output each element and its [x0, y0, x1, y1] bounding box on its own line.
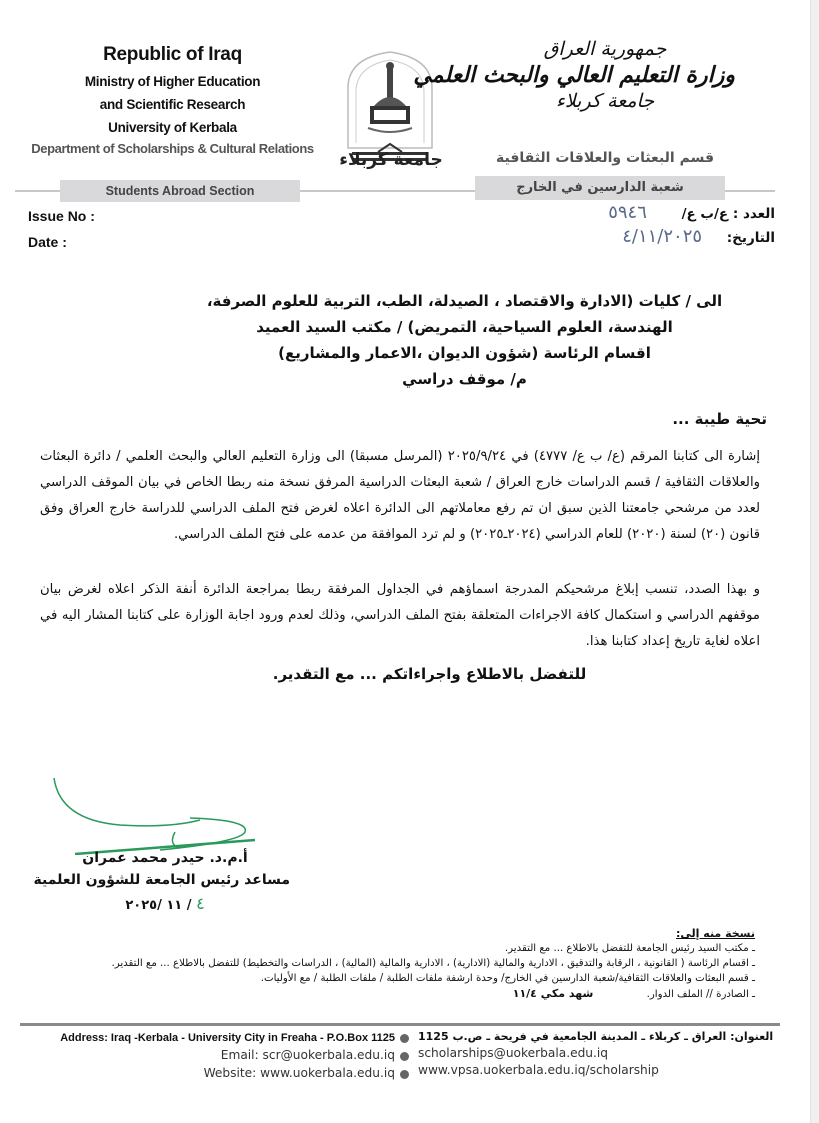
footer-email-en[interactable]: Email: scr@uokerbala.edu.iq	[220, 1048, 395, 1062]
university-name-ar: جامعة كربلاء	[555, 90, 655, 112]
footer-english	[60, 1032, 395, 1080]
arabic-letterhead	[413, 38, 735, 112]
copies-item: ـ اقسام الرئاسة ( القانونية ، الرقابة والتدقيق ، الادارية والمالية (الادارية) ، الادارية والمالية (المالية) ، الدراسات والتخطيط) للتفضل بالاطلاع ... مع التقدير.	[111, 958, 755, 969]
date-label-en: Date :	[28, 234, 67, 250]
footer-website-en[interactable]: Website: www.uokerbala.edu.iq	[203, 1066, 395, 1080]
department-name-en: Department of Scholarships & Cultural Relations	[31, 141, 314, 156]
bullet-icon	[400, 1052, 409, 1061]
typist-initials: شهد مكي ١١/٤	[512, 987, 594, 1000]
signature-date	[40, 894, 290, 913]
date-value: ٤/١١/٢٠٢٥	[622, 226, 703, 247]
subject-line: م/ موقف دراسي	[402, 370, 527, 388]
logo-caption: جامعة كربلاء	[339, 150, 443, 170]
ministry-name-ar: وزارة التعليم العالي والبحث العلمي	[413, 62, 735, 88]
addressee-line3: اقسام الرئاسة (شؤون الديوان ،الاعمار والمشاريع)	[278, 344, 651, 362]
signatory-block	[33, 850, 290, 913]
body-paragraph-2: و بهذا الصدد، تنسب إبلاغ مرشحيكم المدرجة اسماؤهم في الجداول المرفقة ربطا بمراجعة الدائرة أنفة الذكر اعلاه لغرض بيان موقفهم الدراسي و استكمال كافة الاجراءات المتعلقة بفتح الملف الدراسي، وذلك لعدم ورود اجابة الوزارة على كتابنا المشار اليه في اعلاه لغاية تاريخ إعداد كتابنا هذا.	[40, 582, 760, 649]
issue-number-ar	[608, 202, 775, 223]
section-band-en: Students Abroad Section	[60, 180, 300, 202]
university-name-en: University of Kerbala	[108, 120, 237, 135]
handwritten-signature	[40, 770, 260, 855]
country-name-ar: جمهورية العراق	[543, 38, 667, 60]
signature-date-day: ٤	[196, 894, 205, 913]
english-letterhead	[20, 40, 325, 156]
page-edge	[810, 0, 819, 1123]
footer-email-2[interactable]: scholarships@uokerbala.edu.iq	[418, 1046, 609, 1060]
bullet-icon	[400, 1034, 409, 1043]
copies-item-last	[111, 986, 755, 1002]
copies-item: ـ الصادرة // الملف الدوار.	[646, 989, 755, 1000]
ministry-line2-en: and Scientific Research	[99, 97, 246, 112]
section-band-ar: شعبة الدارسين في الخارج	[475, 176, 725, 200]
body-paragraph-1: إشارة الى كتابنا المرقم (ع/ ب ع/ ٤٧٧٧) في ٢٠٢٥/٩/٢٤ (المرسل مسبقا) الى وزارة التعليم العالي والبحث العلمي / دائرة البعثات والعلاقات الثقافية / قسم الدراسات خارج العراق / شعبة البعثات الدراسية المرفق نسخة منه ربطا الخاص في بيان الموقف الدراسي لعدد من مرشحي جامعتنا الذين سبق ان تم رفع معاملاتهم الى الدائرة اعلاه لغرض فتح الملف الدراسي للدراسة خارج العراق وفق قانون (٢٠) لسنة (٢٠٢٠) للعام الدراسي (٢٠٢٤ـ٢٠٢٥) و لم ترد الموافقة من عدمه على فتح الملف الدراسي.	[40, 449, 760, 542]
ministry-line1-en: Ministry of Higher Education	[84, 74, 261, 89]
issue-label-ar: العدد : ع/ب ع/	[681, 206, 775, 222]
footer-address-ar: العنوان: العراق ـ كربلاء ـ المدينة الجامعية في فريحة ـ ص.ب 1125	[418, 1030, 774, 1043]
bullet-icon	[400, 1070, 409, 1079]
issue-value: ٥٩٤٦	[608, 202, 647, 223]
addressee-line1: الى / كليات (الادارة والاقتصاد ، الصيدلة، الطب، التربية للعلوم الصرفة،	[206, 292, 723, 310]
closing-line: للتفضل بالاطلاع واجراءاتكم ... مع التقدير.	[272, 665, 587, 683]
footer-divider	[20, 1023, 780, 1026]
department-name-ar: قسم البعثات والعلاقات الثقافية	[496, 150, 714, 166]
signatory-name: أ.م.د. حيدر محمد عمران	[82, 850, 248, 866]
addressee-block	[0, 288, 819, 392]
signatory-position: مساعد رئيس الجامعة للشؤون العلمية	[33, 872, 290, 888]
issue-label-en: Issue No :	[28, 208, 95, 224]
signature-date-printed: / ١١ /٢٠٢٥	[125, 898, 197, 913]
addressee-line2: الهندسة، العلوم السياحية، التمريض) / مكتب السيد العميد	[256, 318, 673, 336]
copies-item: ـ مكتب السيد رئيس الجامعة للتفضل بالاطلاع ... مع التقدير.	[504, 943, 755, 954]
footer-website-2[interactable]: www.vpsa.uokerbala.edu.iq/scholarship	[418, 1063, 659, 1077]
footer-arabic	[418, 1030, 773, 1077]
date-label-ar: التاريخ:	[726, 230, 775, 246]
date-ar	[622, 226, 775, 247]
footer-bullets	[400, 1034, 409, 1088]
footer-address-en: Address: Iraq -Kerbala - University City in Freaha - P.O.Box 1125	[60, 1032, 395, 1044]
copies-title: نسخة منه إلى:	[676, 927, 755, 940]
greeting: تحية طيبة ...	[672, 410, 767, 428]
country-name-en: Republic of Iraq	[103, 44, 242, 65]
copies-block	[111, 926, 755, 1002]
copies-item: ـ قسم البعثات والعلاقات الثقافية/شعبة الدارسين في الخارج/ وحدة ارشفة ملفات الطلبة / ملفات الطلبة / مع الأوليات.	[260, 973, 755, 984]
